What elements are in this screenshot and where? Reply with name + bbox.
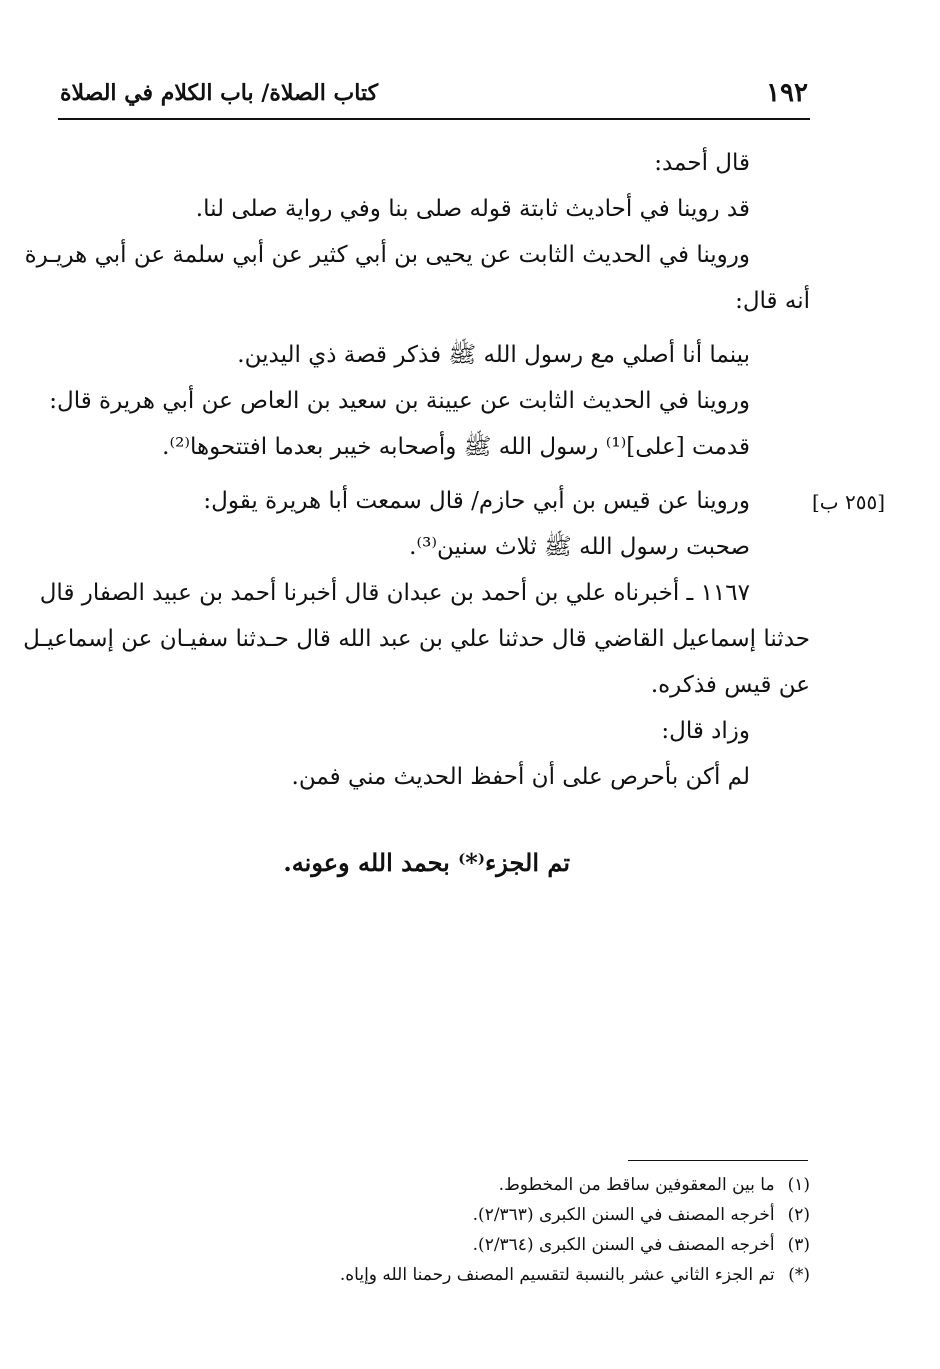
text-line: بينما أنا أصلي مع رسول الله ﷺ فذكر قصة ذي اليدين. [237, 342, 750, 368]
text-line: لم أكن بأحرص على أن أحفظ الحديث مني فمن. [291, 764, 750, 790]
hadith-number-line: ١١٦٧ ـ أخبرناه علي بن أحمد بن عبدان قال أخبرنا أحمد بن عبيد الصفار قال [39, 580, 750, 606]
text-line: قدمت [على]⁽¹⁾ رسول الله ﷺ وأصحابه خيبر بعدما افتتحوها⁽²⁾. [162, 434, 750, 460]
footnote-text: أخرجه المصنف في السنن الكبرى (٢/٣٦٤). [472, 1235, 775, 1255]
footnote [58, 1200, 810, 1230]
text-line: قد روينا في أحاديث ثابتة قوله صلى بنا وفي رواية صلى لنا. [195, 196, 750, 222]
footnote-mark: (٢) [787, 1205, 810, 1225]
footnote [58, 1260, 810, 1290]
text-line: وروينا في الحديث الثابت عن عيينة بن سعيد بن العاص عن أبي هريرة قال: [49, 388, 750, 414]
text-line: وروينا عن قيس بن أبي حازم/ قال سمعت أبا هريرة يقول: [203, 488, 750, 514]
footnote [58, 1230, 810, 1260]
page-header [58, 76, 810, 116]
footnote-text: ما بين المعقوفين ساقط من المخطوط. [498, 1175, 775, 1195]
footnote-mark: (*) [788, 1265, 810, 1285]
text-line: صحبت رسول الله ﷺ ثلاث سنين⁽³⁾. [409, 534, 750, 560]
text-line: وزاد قال: [661, 718, 750, 744]
text-line: حدثنا إسماعيل القاضي قال حدثنا علي بن عبد الله قال حـدثنا سفيـان عن إسماعيـل [23, 626, 810, 652]
text-line: وروينا في الحديث الثابت عن يحيى بن أبي كثير عن أبي سلمة عن أبي هريـرة [24, 242, 750, 268]
footnote-mark: (١) [787, 1175, 810, 1195]
page-number: ١٩٢ [766, 78, 808, 108]
text-line: أنه قال: [735, 288, 810, 314]
running-title: كتاب الصلاة/ باب الكلام في الصلاة [60, 80, 379, 106]
text-line: قال أحمد: [654, 150, 750, 176]
footnote [58, 1170, 810, 1200]
margin-folio-note: [٢٥٥ ب] [812, 490, 886, 514]
footnote-text: أخرجه المصنف في السنن الكبرى (٢/٣٦٣). [472, 1205, 775, 1225]
footnotes [58, 1170, 810, 1290]
footnote-rule [628, 1160, 808, 1161]
text-line: عن قيس فذكره. [650, 672, 810, 698]
header-rule [58, 118, 810, 120]
footnote-text: تم الجزء الثاني عشر بالنسبة لتقسيم المصنف رحمنا الله وإياه. [339, 1265, 775, 1285]
footnote-mark: (٣) [787, 1235, 810, 1255]
closing-line: تم الجزء⁽*⁾ بحمد الله وعونه. [283, 848, 570, 877]
main-text [23, 140, 810, 886]
